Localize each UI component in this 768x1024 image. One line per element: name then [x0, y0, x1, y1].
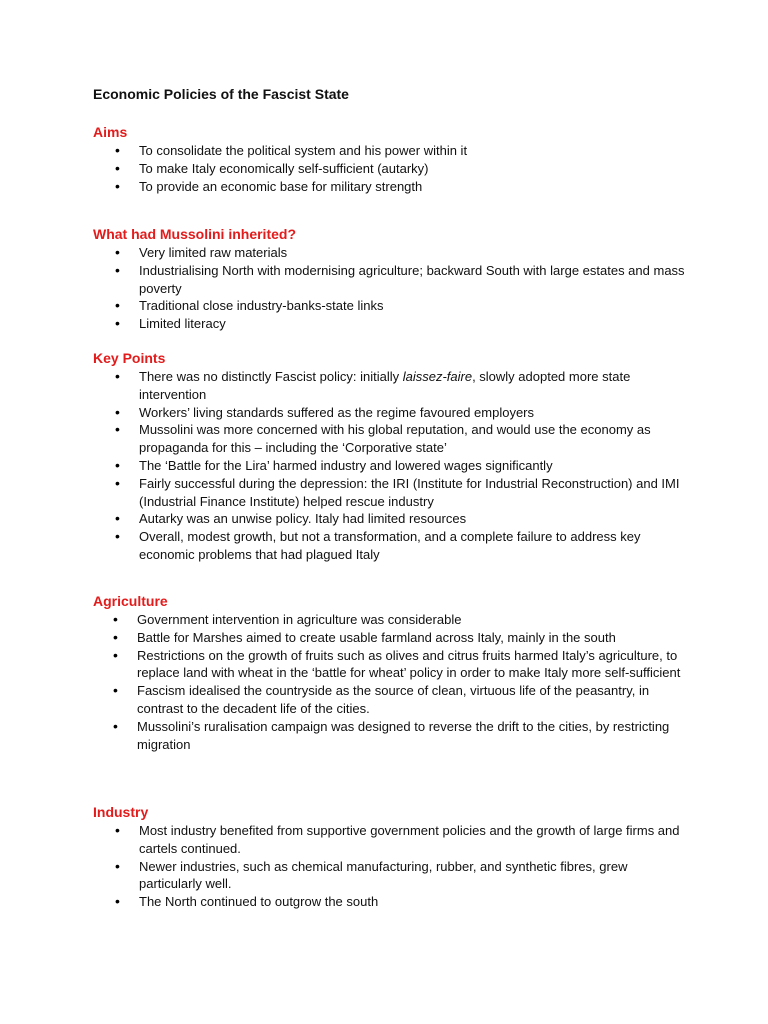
- list-item-text: , slowly adopted more state intervention: [139, 369, 631, 402]
- document-title: Economic Policies of the Fascist State: [93, 86, 349, 102]
- section-inherited: [93, 225, 693, 333]
- bullet-list: [93, 368, 693, 564]
- section-aims: [93, 123, 693, 195]
- list-item: • Government intervention in agriculture was considerable: [93, 611, 693, 629]
- list-item: • Autarky was an unwise policy. Italy had limited resources: [93, 510, 693, 528]
- list-item: • To make Italy economically self-sufficient (autarky): [93, 160, 693, 178]
- list-item: • Traditional close industry-banks-state links: [93, 297, 693, 315]
- bullet-list: [93, 244, 693, 333]
- list-item: • Fairly successful during the depression: the IRI (Institute for Industrial Reconstruction) and IMI (Industrial Finance Institute) helped rescue industry: [93, 475, 693, 511]
- list-item: • Fascism idealised the countryside as the source of clean, virtuous life of the peasantry, in contrast to the decadent life of the cities.: [93, 682, 693, 718]
- list-item: • Most industry benefited from supportive government policies and the growth of large firms and cartels continued.: [93, 822, 693, 858]
- list-item: • Limited literacy: [93, 315, 693, 333]
- list-item: • To consolidate the political system and his power within it: [93, 142, 693, 160]
- list-item: • Mussolini’s ruralisation campaign was designed to reverse the drift to the cities, by restricting migration: [93, 718, 693, 754]
- list-item: • Industrialising North with modernising agriculture; backward South with large estates and mass poverty: [93, 262, 693, 298]
- list-item: • Newer industries, such as chemical manufacturing, rubber, and synthetic fibres, grew particularly well.: [93, 858, 693, 894]
- bullet-list: [93, 611, 693, 753]
- list-item: • To provide an economic base for military strength: [93, 178, 693, 196]
- section-agriculture: [93, 592, 693, 753]
- list-item-text: There was no distinctly Fascist policy: initially: [139, 369, 403, 384]
- section-key-points: [93, 349, 693, 564]
- list-item: • The ‘Battle for the Lira’ harmed industry and lowered wages significantly: [93, 457, 693, 475]
- list-item: • Battle for Marshes aimed to create usable farmland across Italy, mainly in the south: [93, 629, 693, 647]
- list-item: • Mussolini was more concerned with his global reputation, and would use the economy as propaganda for this – including the ‘Corporative state’: [93, 421, 693, 457]
- italic-term: laissez-faire: [402, 369, 473, 384]
- list-item: • Very limited raw materials: [93, 244, 693, 262]
- section-heading: Agriculture: [93, 593, 168, 609]
- section-heading: What had Mussolini inherited?: [93, 226, 296, 242]
- bullet-list: [93, 142, 693, 195]
- section-heading: Key Points: [93, 350, 166, 366]
- section-industry: [93, 803, 693, 911]
- section-heading: Industry: [93, 804, 149, 820]
- list-item: • The North continued to outgrow the south: [93, 893, 693, 911]
- list-item: • Workers’ living standards suffered as the regime favoured employers: [93, 404, 693, 422]
- list-item: • Overall, modest growth, but not a transformation, and a complete failure to address key economic problems that had plagued Italy: [93, 528, 693, 564]
- section-heading: Aims: [93, 124, 128, 140]
- list-item: • Restrictions on the growth of fruits such as olives and citrus fruits harmed Italy’s agriculture, to replace land with wheat in the ‘battle for wheat’ policy in order to make Italy more self-sufficient: [93, 647, 693, 683]
- bullet-list: [93, 822, 693, 911]
- list-item: [93, 368, 693, 404]
